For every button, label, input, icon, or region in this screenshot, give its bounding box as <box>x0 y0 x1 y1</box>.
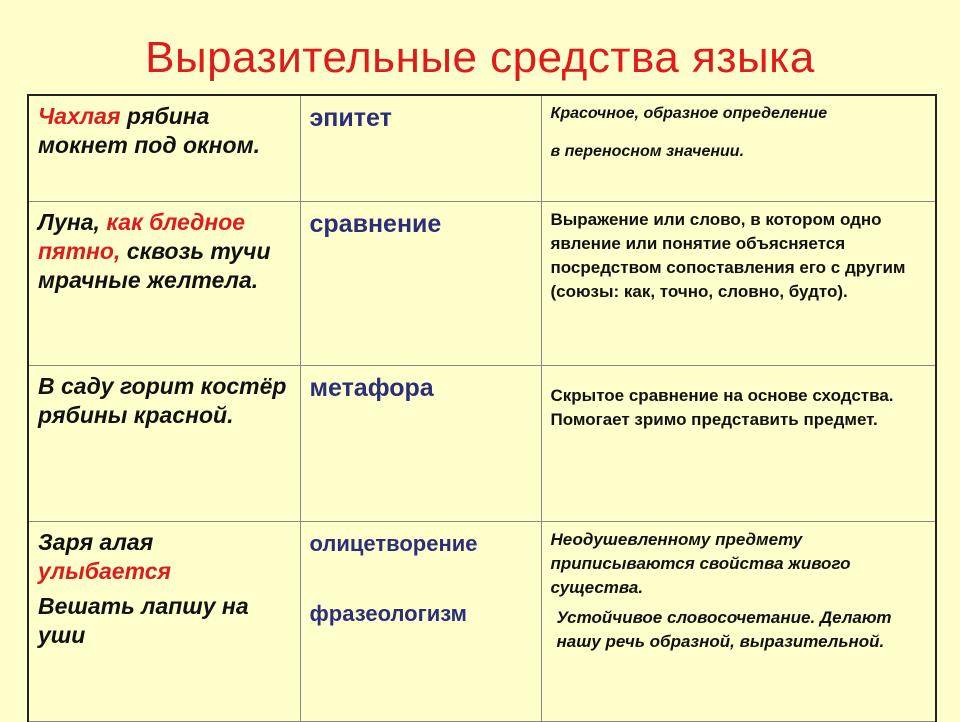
definition-cell <box>541 521 936 721</box>
term-label: эпитет <box>309 104 392 132</box>
example-rest: рябина мокнет под окном. <box>38 103 261 158</box>
highlighted-word: улыбается <box>38 557 172 584</box>
example-cell <box>28 95 300 201</box>
example-pre: Луна, <box>38 208 107 235</box>
example-pre: Заря алая <box>38 528 154 555</box>
term-label: олицетворение <box>309 530 478 556</box>
definition-cell <box>541 365 936 521</box>
term-cell <box>300 365 541 521</box>
example-post: сквозь тучи мрачные желтела. <box>38 237 271 293</box>
term-label: сравнение <box>309 209 442 238</box>
example-text <box>38 102 292 160</box>
example-cell <box>28 365 300 521</box>
definition-text: Неодушевленному предмету приписываются свойства живого существа. <box>550 529 851 597</box>
term-cell <box>300 201 541 365</box>
example-text: В саду горит костёр рябины красной. <box>38 372 287 428</box>
term-label: метафора <box>309 373 434 402</box>
definition-text: Устойчивое словосочетание. Делают нашу речь образной, выразительной. <box>556 607 892 651</box>
highlighted-phrase: как бледное пятно, <box>38 208 246 264</box>
example-cell <box>28 521 300 721</box>
table-row <box>28 95 936 201</box>
example-text <box>38 208 292 295</box>
example-cell <box>28 201 300 365</box>
highlighted-word: Чахлая <box>38 103 121 129</box>
term-cell <box>300 95 541 201</box>
definition-cell <box>541 201 936 365</box>
page-title: Выразительные средства языка <box>145 33 815 82</box>
term-label: фразеологизм <box>309 600 467 626</box>
devices-table <box>27 94 937 722</box>
example-text <box>38 528 292 586</box>
table-row <box>28 201 936 365</box>
definition-text: Скрытое сравнение на основе сходства. Помогает зримо представить предмет. <box>550 385 894 429</box>
example-text: Вешать лапшу на уши <box>38 592 249 648</box>
term-cell <box>300 521 541 721</box>
definition-cell <box>541 95 936 201</box>
definition-line: Красочное, образное определение <box>550 105 828 122</box>
table-row <box>28 365 936 521</box>
definition-line: в переносном значении. <box>550 143 745 160</box>
table-row <box>28 521 936 721</box>
definition-text: Выражение или слово, в котором одно явление или понятие объясняется посредством сопоставления его с другим (союзы: как, точно, словно, будто). <box>550 209 906 301</box>
